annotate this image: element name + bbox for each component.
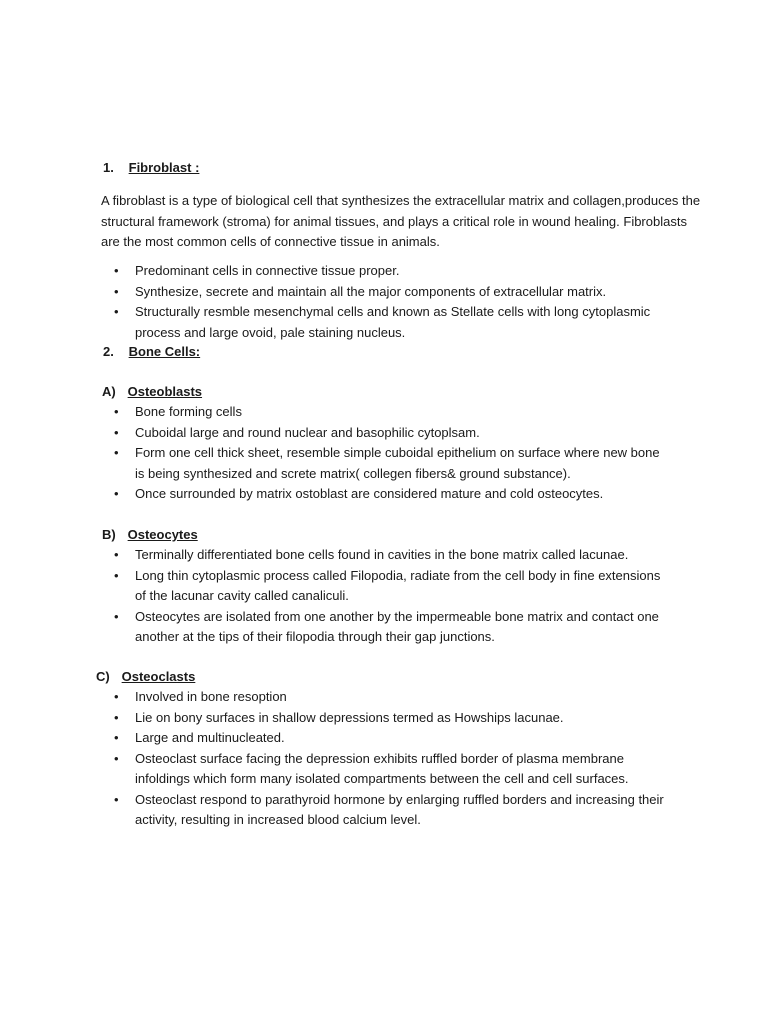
heading-title: Fibroblast : <box>128 160 200 175</box>
list-item-text: Osteocytes are isolated from one another by the impermeable bone matrix and contact one another at the tips of their filopodia through their gap junctions. <box>135 608 659 644</box>
list-item <box>0 728 665 749</box>
heading-fibroblast <box>103 158 199 179</box>
list-item <box>0 484 665 505</box>
bullet-icon: • <box>114 424 119 440</box>
bullet-icon: • <box>114 283 119 299</box>
list-item <box>0 687 665 708</box>
osteoblasts-bullet-list <box>0 402 665 505</box>
heading-title: Bone Cells: <box>128 344 201 359</box>
list-item-text: Structurally resmble mesenchymal cells and known as Stellate cells with long cytoplasmic process and large ovoid, pale staining nucleus. <box>135 304 651 340</box>
list-item <box>0 545 665 566</box>
heading-osteoblasts <box>102 382 202 403</box>
list-item-text: Once surrounded by matrix ostoblast are considered mature and cold osteocytes. <box>135 486 604 501</box>
list-item-text: Form one cell thick sheet, resemble simple cuboidal epithelium on surface where new bone is being synthesized and screte matrix( collegen fibers& ground substance). <box>135 445 660 481</box>
heading-letter: B) <box>102 527 116 542</box>
list-item-text: Lie on bony surfaces in shallow depressions termed as Howships lacunae. <box>135 709 564 725</box>
bullet-icon: • <box>114 567 119 583</box>
bullet-icon: • <box>114 404 119 419</box>
bullet-icon: • <box>114 689 119 704</box>
list-item-text: Osteoclast respond to parathyroid hormone by enlarging ruffled borders and increasing their activity, resulting in increased blood calcium level. <box>135 791 664 827</box>
heading-osteocytes <box>102 525 198 546</box>
bullet-icon: • <box>114 709 119 725</box>
list-item <box>0 302 665 343</box>
heading-osteoclasts <box>96 667 195 688</box>
bullet-icon: • <box>114 547 119 562</box>
bullet-icon: • <box>114 486 119 501</box>
list-item <box>0 443 665 484</box>
heading-title: Osteocytes <box>127 527 198 542</box>
heading-title: Osteoclasts <box>121 669 196 684</box>
list-item-text: Large and multinucleated. <box>135 730 285 745</box>
heading-letter: A) <box>102 384 116 399</box>
list-item-text: Osteoclast surface facing the depression exhibits ruffled border of plasma membrane infoldings which form many isolated compartments between the cell and cell surfaces. <box>135 750 629 786</box>
list-item-text: Long thin cytoplasmic process called Filopodia, radiate from the cell body in fine extensions of the lacunar cavity called canaliculi. <box>135 567 661 603</box>
list-item-text: Predominant cells in connective tissue proper. <box>135 263 400 278</box>
list-item-text: Terminally differentiated bone cells found in cavities in the bone matrix called lacunae. <box>135 547 629 562</box>
list-item <box>0 749 665 790</box>
list-item <box>0 402 665 423</box>
bullet-icon: • <box>114 750 119 766</box>
heading-bone-cells <box>103 342 200 363</box>
osteocytes-bullet-list <box>0 545 665 648</box>
fibroblast-paragraph: A fibroblast is a type of biological cell that synthesizes the extracellular matrix and collagen,produces the structural framework (stroma) for animal tissues, and plays a critical role in wound healing. Fibroblasts are the most common cells of connective tissue in animals. <box>101 193 701 249</box>
heading-title: Osteoblasts <box>127 384 203 399</box>
bullet-icon: • <box>114 263 119 278</box>
bullet-icon: • <box>114 304 119 319</box>
bullet-icon: • <box>114 608 119 624</box>
osteoclasts-bullet-list <box>0 687 665 831</box>
list-item <box>0 566 665 607</box>
heading-number: 1. <box>103 160 114 175</box>
list-item <box>0 423 665 444</box>
list-item-text: Synthesize, secrete and maintain all the major components of extracellular matrix. <box>135 283 607 299</box>
bullet-icon: • <box>114 730 119 745</box>
bullet-icon: • <box>114 791 119 807</box>
list-item <box>0 282 665 303</box>
heading-letter: C) <box>96 669 110 684</box>
bullet-icon: • <box>114 445 119 460</box>
list-item <box>0 790 665 831</box>
heading-number: 2. <box>103 344 114 359</box>
list-item <box>0 261 665 282</box>
list-item <box>0 708 665 729</box>
list-item-text: Involved in bone resoption <box>135 689 287 704</box>
fibroblast-bullet-list <box>0 261 665 343</box>
list-item-text: Bone forming cells <box>135 404 242 419</box>
list-item-text: Cuboidal large and round nuclear and basophilic cytoplsam. <box>135 424 480 440</box>
list-item <box>0 607 665 648</box>
